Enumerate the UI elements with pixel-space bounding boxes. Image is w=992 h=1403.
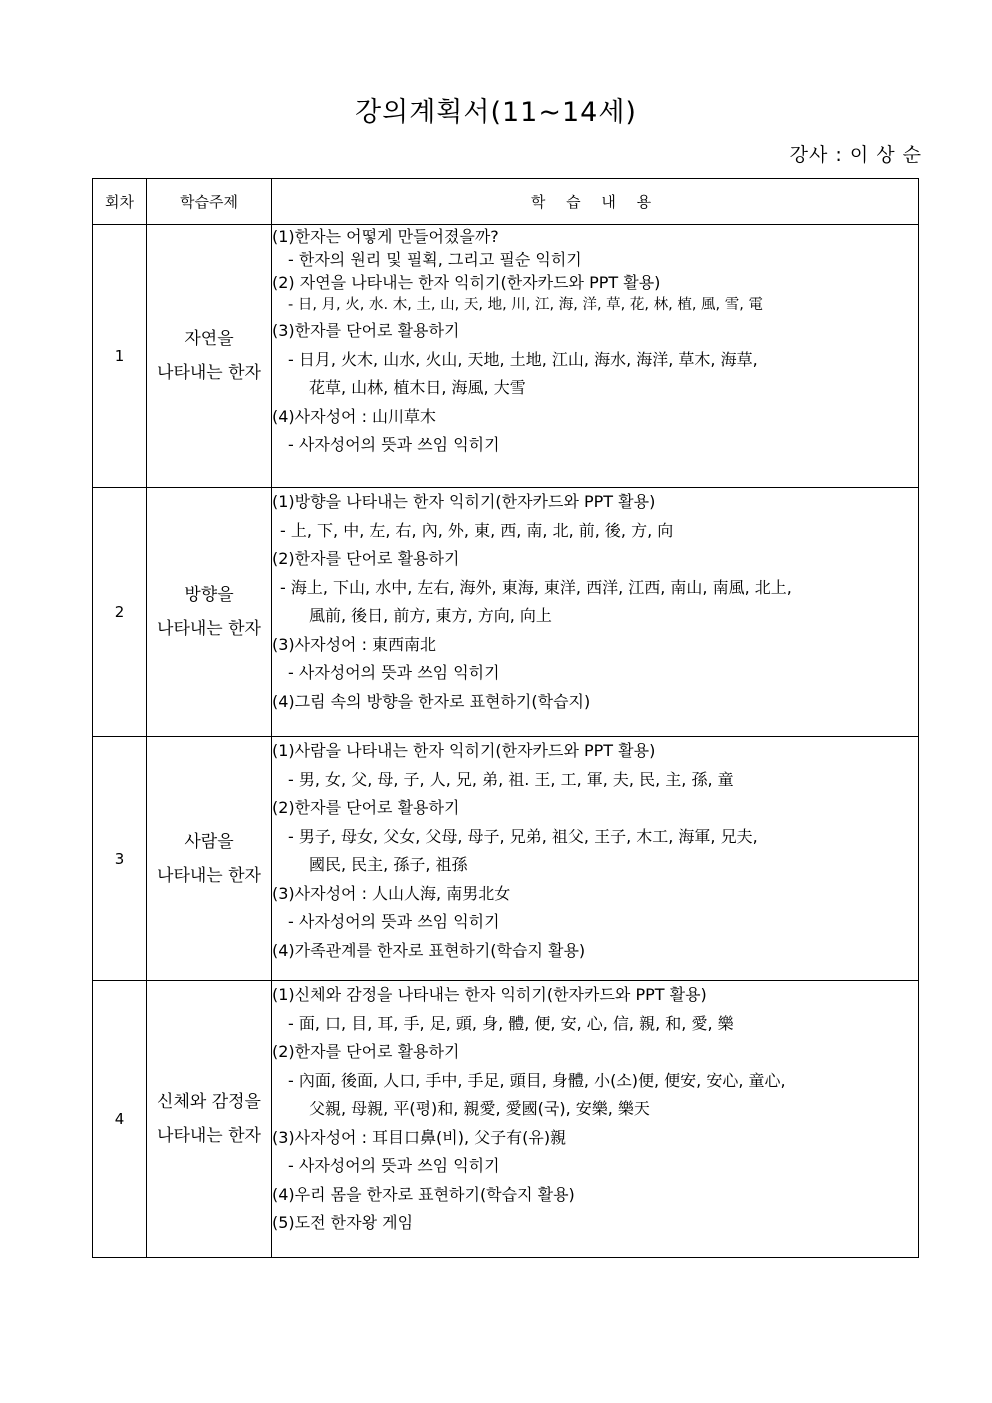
topic-line: 나타내는 한자 <box>157 1126 261 1146</box>
topic-cell <box>147 737 272 981</box>
topic-cell <box>147 225 272 488</box>
content-line: - 面, 口, 目, 耳, 手, 足, 頭, 身, 體, 便, 安, 心, 信, 親, 和, 愛, 樂 <box>288 1013 734 1033</box>
topic-line: 방향을 <box>184 585 234 605</box>
topic-line: 나타내는 한자 <box>157 865 261 886</box>
content-line: (4)우리 몸을 한자로 표현하기(학습지 활용) <box>272 1184 575 1204</box>
content-line: - 男, 女, 父, 母, 子, 人, 兄, 弟, 祖. 王, 工, 軍, 夫, 民, 主, 孫, 童 <box>288 769 734 789</box>
instructor-name: 강사 : 이 상 순 <box>789 144 922 166</box>
table-row <box>93 981 919 1258</box>
content-cell <box>272 737 919 981</box>
content-line: (2)한자를 단어로 활용하기 <box>272 549 460 568</box>
content-line: (4)사자성어 : 山川草木 <box>272 406 437 426</box>
content-line: (1)사람을 나타내는 한자 익히기(한자카드와 PPT 활용) <box>272 741 656 760</box>
content-line: - 日月, 火木, 山水, 火山, 天地, 土地, 江山, 海水, 海洋, 草木, 海草, <box>288 349 758 369</box>
content-line: - 內面, 後面, 人口, 手中, 手足, 頭目, 身體, 小(소)便, 便安, 安心, 童心, <box>288 1070 786 1090</box>
content-line: 國民, 民主, 孫子, 祖孫 <box>309 855 468 874</box>
content-line: 花草, 山林, 植木日, 海風, 大雪 <box>309 378 526 397</box>
topic-line: 신체와 감정을 <box>157 1092 261 1112</box>
content-line: - 한자의 원리 및 필획, 그리고 필순 익히기 <box>288 250 582 269</box>
session-number: 2 <box>93 488 147 737</box>
header-session: 회차 <box>93 179 147 225</box>
content-line: - 사자성어의 뜻과 쓰임 익히기 <box>288 1156 500 1175</box>
header-topic: 학습주제 <box>147 179 272 225</box>
content-line: (3)사자성어 : 人山人海, 南男北女 <box>272 883 511 903</box>
content-cell <box>272 225 919 488</box>
content-cell <box>272 488 919 737</box>
table-row <box>93 225 919 488</box>
content-line: (2) 자연을 나타내는 한자 익히기(한자카드와 PPT 활용) <box>272 273 661 292</box>
document-title: 강의계획서(11~14세) <box>355 97 637 128</box>
content-line: (1)한자는 어떻게 만들어졌을까? <box>272 227 499 246</box>
session-number: 3 <box>93 737 147 981</box>
session-number: 1 <box>93 225 147 488</box>
header-content: 학 습 내 용 <box>272 179 919 225</box>
content-line: (3)사자성어 : 東西南北 <box>272 634 437 654</box>
table-header-row <box>93 179 919 225</box>
content-line: - 사자성어의 뜻과 쓰임 익히기 <box>288 435 500 454</box>
content-line: - 사자성어의 뜻과 쓰임 익히기 <box>288 912 500 931</box>
content-cell <box>272 981 919 1258</box>
content-line: (4)가족관계를 한자로 표현하기(학습지 활용) <box>272 940 586 960</box>
content-line: (3)사자성어 : 耳目口鼻(비), 父子有(유)親 <box>272 1127 567 1147</box>
topic-cell <box>147 488 272 737</box>
content-line: - 사자성어의 뜻과 쓰임 익히기 <box>288 663 500 682</box>
topic-line: 사람을 <box>184 831 234 852</box>
content-line: - 日, 月, 火, 水. 木, 土, 山, 天, 地, 川, 江, 海, 洋, 草, 花, 林, 植, 風, 雪, 電 <box>288 297 763 313</box>
table-row <box>93 488 919 737</box>
content-line: (4)그림 속의 방향을 한자로 표현하기(학습지) <box>272 691 591 711</box>
topic-line: 나타내는 한자 <box>157 619 261 639</box>
topic-line: 자연을 <box>184 329 234 349</box>
content-line: 父親, 母親, 平(평)和, 親愛, 愛國(국), 安樂, 樂天 <box>309 1099 650 1118</box>
topic-cell <box>147 981 272 1258</box>
content-line: 風前, 後日, 前方, 東方, 方向, 向上 <box>309 606 552 625</box>
topic-line: 나타내는 한자 <box>157 363 261 383</box>
content-line: - 上, 下, 中, 左, 右, 內, 外, 東, 西, 南, 北, 前, 後, 方, 向 <box>280 520 674 540</box>
content-line: (2)한자를 단어로 활용하기 <box>272 798 460 817</box>
table-row <box>93 737 919 981</box>
content-line: (3)한자를 단어로 활용하기 <box>272 321 460 340</box>
content-line: (5)도전 한자왕 게임 <box>272 1213 414 1232</box>
session-number: 4 <box>93 981 147 1258</box>
content-line: - 海上, 下山, 水中, 左右, 海外, 東海, 東洋, 西洋, 江西, 南山, 南風, 北上, <box>280 577 792 597</box>
content-line: (1)방향을 나타내는 한자 익히기(한자카드와 PPT 활용) <box>272 492 656 511</box>
content-line: (1)신체와 감정을 나타내는 한자 익히기(한자카드와 PPT 활용) <box>272 985 707 1004</box>
lesson-plan-table <box>92 178 919 1258</box>
content-line: - 男子, 母女, 父女, 父母, 母子, 兄弟, 祖父, 王子, 木工, 海軍, 兄夫, <box>288 826 758 846</box>
content-line: (2)한자를 단어로 활용하기 <box>272 1042 460 1061</box>
